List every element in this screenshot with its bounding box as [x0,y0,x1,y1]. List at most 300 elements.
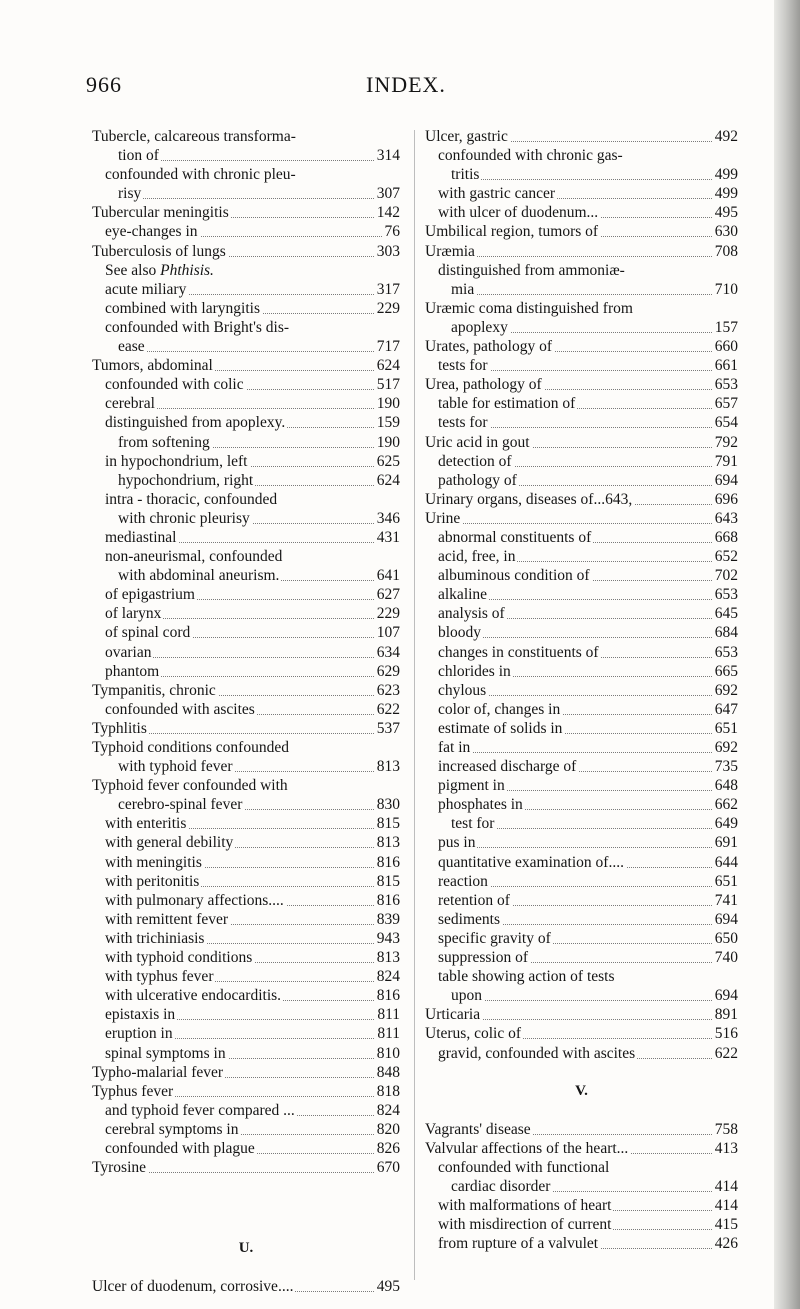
index-entry [425,1024,738,1043]
page-reference: 654 [712,413,738,432]
page-reference: 811 [374,1024,400,1043]
entry-text: tritis [451,166,480,184]
index-entry [92,700,400,719]
page-reference: 495 [374,1277,400,1296]
index-entry [425,1158,738,1177]
page-reference: 660 [712,337,738,356]
page-reference: 499 [712,184,738,203]
page-reference: 708 [712,242,738,261]
spacer [92,1177,400,1239]
entry-text: acute miliary [105,280,187,298]
page-reference: 415 [712,1215,738,1234]
dot-leader [438,637,738,638]
index-entry [425,662,738,681]
page-reference: 813 [374,948,400,967]
index-entry [92,566,400,585]
page-reference: 661 [712,356,738,375]
index-entry [425,165,738,184]
index-entry [425,700,738,719]
page-reference: 190 [374,433,400,452]
page-reference: 824 [374,967,400,986]
page-reference: 653 [712,375,738,394]
page-reference: 413 [712,1139,738,1158]
index-entry [425,910,738,929]
entry-text: of spinal cord [105,624,191,642]
entry-text: with meningitis [105,853,202,871]
page-reference: 644 [712,853,738,872]
entry-text: cerebro-spinal fever [118,796,243,814]
entry-text: analysis of [438,605,505,623]
dot-leader [451,1000,738,1001]
index-entry [92,413,400,432]
index-entry [425,853,738,872]
entry-text: with typhoid fever [118,758,233,776]
entry-text: distinguished from apoplexy. [105,414,286,432]
index-entry [92,165,400,184]
spacer [92,1258,400,1277]
entry-text: detection of [438,452,512,470]
index-entry [92,662,400,681]
entry-text: phantom [105,662,160,680]
page-reference: 634 [374,643,400,662]
page-reference: 142 [374,203,400,222]
index-entry [92,337,400,356]
page-reference: 652 [712,547,738,566]
index-entry [425,184,738,203]
page-reference: 190 [374,394,400,413]
page-reference: 740 [712,948,738,967]
page-reference: 694 [712,471,738,490]
page-reference: 622 [712,1044,738,1063]
page-reference: 815 [374,814,400,833]
entry-text: Uræmic coma distinguished from [425,299,633,317]
page-reference: 811 [374,1005,400,1024]
entry-text: mia [451,280,475,298]
index-entry [92,738,400,757]
entry-text: Urine [425,509,461,527]
index-entry [425,547,738,566]
index-entry [425,1234,738,1253]
index-entry [92,585,400,604]
entry-text: Typhus fever [92,1082,174,1100]
entry-text: sediments [438,910,500,928]
index-entry [425,509,738,528]
index-entry [425,528,738,547]
index-entry [425,433,738,452]
page-reference: 792 [712,433,738,452]
entry-text: with ulcer of duodenum... [438,204,599,222]
entry-text: table for estimation of [438,395,576,413]
index-entry [425,1139,738,1158]
entry-text: Vagrants' disease [425,1120,531,1138]
page-reference: 665 [712,662,738,681]
page-reference: 816 [374,853,400,872]
page-reference: 643 [712,509,738,528]
dot-leader [118,351,400,352]
index-entry [92,776,400,795]
dot-leader [451,294,738,295]
index-entry [92,280,400,299]
page-reference: 943 [374,929,400,948]
entry-text: tests for [438,357,488,375]
index-entry [425,623,738,642]
page-reference: 820 [374,1120,400,1139]
index-entry [425,757,738,776]
index-entry [92,681,400,700]
index-entry [425,203,738,222]
page-reference: 735 [712,757,738,776]
index-entry [92,184,400,203]
entry-text: apoplexy [451,318,508,336]
index-entry [92,1120,400,1139]
dot-leader [425,523,738,524]
entry-text: Uterus, colic of [425,1025,521,1043]
entry-text: spinal symptoms in [105,1044,226,1062]
dot-leader [118,198,400,199]
index-entry [425,337,738,356]
page-reference: 517 [374,375,400,394]
entry-text: confounded with functional [438,1159,610,1177]
page-reference: 696 [712,490,738,509]
entry-text: fat in [438,739,471,756]
entry-text: with remittent fever [105,910,229,928]
page-reference: 414 [712,1196,738,1215]
index-entry [92,719,400,738]
dot-leader [438,847,738,848]
index-entry [425,1005,738,1024]
index-entry [425,394,738,413]
page-reference: 650 [712,929,738,948]
index-entry [425,356,738,375]
entry-text: Ulcer, gastric [425,128,508,145]
page-edge-shadow [774,0,800,1309]
page-reference: 649 [712,814,738,833]
see-also-label: See also [105,261,161,279]
page-reference: 107 [374,623,400,642]
index-entry [92,375,400,394]
index-entry [92,891,400,910]
page-reference: 76 [382,222,401,241]
page-reference: 625 [374,452,400,471]
page-reference: 891 [712,1005,738,1024]
index-entry [425,643,738,662]
entry-text: with chronic pleurisy [118,509,250,527]
page-reference: 826 [374,1139,400,1158]
entry-text: specific gravity of [438,929,551,947]
page-reference: 653 [712,643,738,662]
page-reference: 499 [712,165,738,184]
index-entry [92,1158,400,1177]
page-reference: 668 [712,528,738,547]
index-entry [425,471,738,490]
index-entry [92,452,400,471]
page-reference: 627 [374,585,400,604]
entry-text: Tuberculosis of lungs [92,242,226,260]
page-reference: 516 [712,1024,738,1043]
index-entry [92,967,400,986]
entry-text: mediastinal [105,528,177,546]
entry-text: from softening [118,433,210,451]
entry-text: ovarian [105,643,152,661]
entry-text: combined with laryngitis [105,299,260,317]
page-reference: 791 [712,452,738,471]
entry-text: intra - thoracic, confounded [105,490,278,508]
entry-text: chlorides in [438,662,511,680]
index-entry [92,1005,400,1024]
index-entry [92,509,400,528]
index-entry [425,1177,738,1196]
page-reference: 647 [712,700,738,719]
index-entry [425,375,738,394]
entry-text: Urea, pathology of [425,376,542,394]
index-entry [425,280,738,299]
page-reference: 662 [712,795,738,814]
index-entry [92,242,400,261]
page-reference: 691 [712,833,738,852]
page-reference: 157 [712,318,738,337]
page-reference: 426 [712,1234,738,1253]
entry-text: with typhoid conditions [105,949,253,967]
page-reference: 694 [712,986,738,1005]
entry-text: acid, free, in [438,548,516,566]
page-reference: 414 [712,1177,738,1196]
index-entry [92,1063,400,1082]
index-entry [92,910,400,929]
index-entry [92,643,400,662]
page-reference: 651 [712,872,738,891]
entry-text: alkaline [438,586,488,604]
page-reference: 717 [374,337,400,356]
page-reference: 813 [374,757,400,776]
entry-text: confounded with Bright's dis- [105,318,290,336]
entry-text: distinguished from ammoniæ- [438,261,625,279]
index-entry [425,776,738,795]
entry-text: Tyrosine [92,1159,147,1177]
entry-text: with trichiniasis [105,929,205,947]
entry-text: suppression of [438,949,528,967]
index-entry [92,318,400,337]
page-reference: 694 [712,910,738,929]
page-reference: 492 [712,127,738,146]
index-entry [92,356,400,375]
index-entry [92,929,400,948]
entry-text: with abdominal aneurism. [118,567,280,585]
entry-text: tests for [438,414,488,432]
page-reference: 307 [374,184,400,203]
see-also-target: Phthisis. [160,261,214,279]
entry-text: of larynx [105,605,162,623]
index-entry [425,719,738,738]
page-reference: 692 [712,681,738,700]
entry-text: with ulcerative endocarditis. [105,987,282,1005]
index-entry [425,795,738,814]
index-entry [425,585,738,604]
page-reference: 431 [374,528,400,547]
entry-text: Valvular affections of the heart... [425,1139,629,1157]
entry-text: with malformations of heart [438,1197,612,1215]
index-entry [92,833,400,852]
page-reference: 741 [712,891,738,910]
index-entry [425,127,738,146]
entry-text: Typho-malarial fever [92,1063,224,1081]
page-reference: 622 [374,700,400,719]
index-column-left [92,127,400,1296]
entry-text: non-aneurismal, confounded [105,548,283,566]
entry-text: confounded with ascites [105,700,255,718]
index-entry [425,222,738,241]
page-header [0,72,800,102]
entry-text: Umbilical region, tumors of [425,223,599,241]
section-letter-heading: U. [238,1240,254,1257]
page-reference: 830 [374,795,400,814]
index-entry [92,490,400,509]
entry-text: quantitative examination of.... [438,853,624,871]
page-reference: 630 [712,222,738,241]
index-entry [425,299,738,318]
entry-text: eye-changes in [105,223,198,241]
index-entry [425,929,738,948]
index-entry [92,1082,400,1101]
index-entry [425,242,738,261]
entry-text: with misdirection of current [438,1216,612,1234]
entry-text: with pulmonary affections.... [105,891,284,909]
page-reference: 629 [374,662,400,681]
index-entry [425,604,738,623]
page-reference: 624 [374,356,400,375]
index-entry [425,738,738,757]
entry-text: table showing action of tests [438,968,615,986]
entry-text: of epigastrium [105,586,195,604]
entry-text: pus in [438,834,476,852]
page-number: 966 [86,72,122,97]
page-reference: 848 [374,1063,400,1082]
index-entry [425,948,738,967]
column-divider [414,130,415,1280]
index-entry [425,452,738,471]
index-entry [92,948,400,967]
page-reference: 710 [712,280,738,299]
page-reference: 229 [374,604,400,623]
entry-text: phosphates in [438,796,523,814]
index-entry [92,394,400,413]
entry-text: chylous [438,681,487,699]
entry-text: risy [118,185,142,203]
index-entry [92,757,400,776]
entry-text: Typhlitis [92,719,147,737]
entry-text: tion of [118,147,159,165]
page-reference: 839 [374,910,400,929]
entry-text: Tympanitis, chronic [92,681,216,699]
page-reference: 537 [374,719,400,738]
index-entry [92,1044,400,1063]
entry-text: with gastric cancer [438,185,556,203]
page-reference: 684 [712,623,738,642]
index-entry [92,528,400,547]
entry-text: in hypochondrium, left [105,452,248,470]
page-reference: 653 [712,585,738,604]
index-entry [92,299,400,318]
page-reference: 495 [712,203,738,222]
index-entry [92,1277,400,1296]
page-reference: 651 [712,719,738,738]
page-reference: 648 [712,776,738,795]
spacer [425,1063,738,1082]
page-reference: 670 [374,1158,400,1177]
entry-text: Typhoid fever confounded with [92,777,288,795]
entry-text: Urates, pathology of [425,338,552,356]
page-reference: 229 [374,299,400,318]
running-title: INDEX. [366,72,446,97]
entry-text: Uric acid in gout [425,433,530,451]
index-entry [92,795,400,814]
entry-text: confounded with colic [105,376,244,394]
index-column-right [425,127,738,1254]
entry-text: Tumors, abdominal [92,357,213,375]
entry-text: Typhoid conditions confounded [92,739,289,756]
entry-text: Ulcer of duodenum, corrosive.... [92,1278,294,1296]
index-entry [425,566,738,585]
index-entry [92,203,400,222]
page-reference: 641 [374,566,400,585]
index-entry [92,471,400,490]
page-reference: 816 [374,986,400,1005]
entry-text: with enteritis [105,815,187,833]
page-reference: 816 [374,891,400,910]
entry-text: confounded with plague [105,1139,255,1157]
page-reference: 702 [712,566,738,585]
index-entry [425,413,738,432]
entry-text: pathology of [438,471,517,489]
index-entry [425,986,738,1005]
entry-text: hypochondrium, right [118,471,254,489]
index-entry [92,623,400,642]
entry-text: increased discharge of [438,758,577,776]
section-letter-heading: V. [575,1082,588,1099]
entry-text: upon [451,987,482,1005]
entry-text: Urinary organs, diseases of...643, [425,490,633,508]
index-entry [425,872,738,891]
page-reference: 623 [374,681,400,700]
entry-text: Uræmia [425,242,475,260]
entry-text: and typhoid fever compared ... [105,1101,295,1119]
entry-text: retention of [438,891,510,909]
index-entry [92,146,400,165]
entry-text: abnormal constituents of [438,528,592,546]
entry-text: with typhus fever [105,968,214,986]
page-reference: 346 [374,509,400,528]
index-entry [92,1139,400,1158]
entry-text: Tubercle, calcareous transforma- [92,128,296,145]
index-entry [92,986,400,1005]
index-entry [425,1215,738,1234]
index-entry [92,1101,400,1120]
entry-text: pigment in [438,777,505,795]
index-entry [425,891,738,910]
index-entry [92,604,400,623]
page-reference: 303 [374,242,400,261]
spacer [425,1101,738,1120]
page-reference: 645 [712,604,738,623]
entry-text: cerebral [105,395,155,413]
page-reference: 810 [374,1044,400,1063]
entry-text: gravid, confounded with ascites [438,1044,636,1062]
index-entry [92,433,400,452]
dot-leader [438,752,738,753]
page-reference: 758 [712,1120,738,1139]
entry-text: confounded with chronic pleu- [105,166,296,184]
index-entry [92,1024,400,1043]
entry-text: changes in constituents of [438,643,599,661]
